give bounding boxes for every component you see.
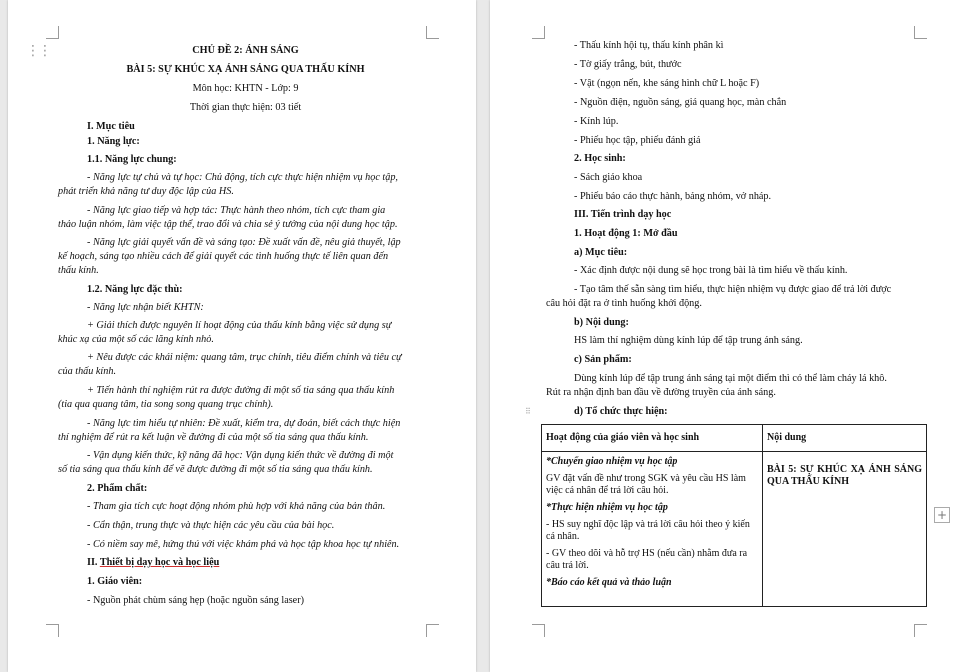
paragraph-line: - Xác định được nội dung sẽ học trong bài là tìm hiểu về thấu kính.	[574, 265, 848, 276]
paragraph-line: + Tiến hành thí nghiệm rút ra được đường đi một số tia sáng qua thấu kính	[87, 385, 395, 396]
paragraph-line: - Nguồn điện, nguồn sáng, giá quang học, màn chắn	[574, 97, 787, 108]
paragraph-line: - Phiếu báo cáo thực hành, bảng nhóm, vở nháp.	[574, 191, 772, 202]
paragraph-line: Rút ra nhận định ban đầu về đường truyền của ánh sáng.	[546, 387, 776, 398]
cell-text: - GV theo dõi và hỗ trợ HS (nếu cần) nhằm đưa ra câu trả lời.	[546, 548, 748, 571]
paragraph-line: - Kính lúp.	[574, 116, 619, 127]
step-heading: *Thực hiện nhiệm vụ học tập	[546, 502, 668, 513]
paragraph-line: - Năng lực tự chủ và tự học: Chủ động, tích cực thực hiện nhiệm vụ học tập,	[87, 172, 398, 183]
heading	[87, 557, 219, 570]
paragraph-line: phát triển khả năng tư duy độc lập của HS.	[58, 186, 234, 197]
table-header: Nội dung	[763, 425, 927, 452]
heading: 1. Hoạt động 1: Mở đầu	[574, 228, 678, 239]
crop-mark	[426, 624, 439, 637]
cell-text: GV đặt vấn đề như trong SGK và yêu cầu HS làm việc cá nhân để trả lời câu hỏi.	[546, 473, 746, 496]
paragraph-line: - Cẩn thận, trung thực và thực hiện các yêu cầu của bài học.	[87, 520, 335, 531]
table-header: Hoạt động của giáo viên và học sinh	[542, 425, 763, 452]
paragraph-line: - Sách giáo khoa	[574, 172, 643, 183]
table-cell[interactable]	[542, 452, 763, 607]
document-page-1	[8, 0, 476, 672]
paragraph-line: của thấu kính.	[58, 366, 117, 377]
cell-text: - HS suy nghĩ độc lập và trả lời câu hỏi theo ý kiến cá nhân.	[546, 519, 750, 542]
heading-number: II.	[87, 557, 100, 568]
step-heading: *Chuyển giao nhiệm vụ học tập	[546, 456, 678, 467]
paragraph-line: thảo luận nhóm, làm việc tập thể, trao đổi và chia sẻ ý tưởng của nội dung học tập.	[58, 219, 398, 230]
heading: 2. Phẩm chất:	[87, 483, 148, 494]
lesson-title: BÀI 5: SỰ KHÚC XẠ ÁNH SÁNG QUA THẤU KÍNH	[126, 64, 365, 75]
step-heading: *Báo cáo kết quả và thảo luận	[546, 577, 672, 588]
paragraph-line: - Tờ giấy trắng, bút, thước	[574, 59, 682, 70]
crop-mark	[914, 624, 927, 637]
paragraph-line: - Phiếu học tập, phiếu đánh giá	[574, 135, 701, 146]
paragraph-line: - Năng lực giải quyết vấn đề và sáng tạo: Đề xuất vấn đề, nêu giả thuyết, lập	[87, 237, 401, 248]
document-page-2	[490, 0, 964, 672]
paragraph-line: - Thấu kính hội tụ, thấu kính phân kì	[574, 40, 724, 51]
paragraph-line: - Vận dụng kiến thức, kỹ năng đã học: Vận dụng kiến thức về đường đi một	[87, 450, 394, 461]
paragraph-line: - Năng lực giao tiếp và hợp tác: Thực hành theo nhóm, tích cực tham gia	[87, 205, 386, 216]
topic-title: CHỦ ĐỀ 2: ÁNH SÁNG	[192, 45, 299, 56]
paragraph-line: thí nghiệm để rút ra kết luận về đường đi của một số tia sáng qua thấu kính.	[58, 432, 369, 443]
time-line: Thời gian thực hiện: 03 tiết	[189, 102, 302, 113]
drag-handle-icon[interactable]: ⋮⋮	[26, 43, 50, 59]
paragraph-line: - Năng lực tìm hiểu tự nhiên: Đề xuất, kiểm tra, dự đoán, biết cách thực hiện	[87, 418, 401, 429]
heading: 2. Học sinh:	[574, 153, 626, 164]
paragraph-line: - Năng lực nhận biết KHTN:	[87, 302, 204, 313]
heading: c) Sản phẩm:	[574, 354, 632, 365]
paragraph-line: (tia qua quang tâm, tia song song quang trục chính).	[58, 399, 274, 410]
crop-mark	[532, 26, 545, 39]
paragraph-line: thấu kính.	[58, 265, 99, 276]
crop-mark	[46, 26, 59, 39]
paragraph-line: + Giải thích được nguyên lí hoạt động của thấu kính bằng việc sử dụng sự	[87, 320, 392, 331]
heading: 1.2. Năng lực đặc thù:	[87, 284, 183, 295]
heading: d) Tổ chức thực hiện:	[574, 406, 668, 417]
table-cell[interactable]	[763, 452, 927, 607]
subject-line: Môn học: KHTN - Lớp: 9	[192, 83, 299, 94]
heading: III. Tiến trình dạy học	[574, 209, 672, 220]
paragraph-line: - Có niềm say mê, hứng thú với việc khám phá và học tập khoa học tự nhiên.	[87, 539, 400, 550]
paragraph-line: - Nguồn phát chùm sáng hẹp (hoặc nguồn sáng laser)	[87, 595, 304, 606]
crop-mark	[532, 624, 545, 637]
paragraph-line: số tia sáng qua thấu kính để vẽ được đường đi một số tia sáng qua thấu kính.	[58, 464, 373, 475]
paragraph-line: kế hoạch, sáng tạo nhiều cách để giải quyết các tình huống thực tế liên quan đến	[58, 251, 389, 262]
table-move-icon[interactable]: ⠿	[525, 407, 531, 416]
content-title: BÀI 5: SỰ KHÚC XẠ ÁNH SÁNG QUA THẤU KÍNH	[767, 464, 922, 487]
heading-text: Thiết bị dạy học và học liệu	[99, 557, 220, 568]
heading: 1. Giáo viên:	[87, 576, 143, 587]
activity-table	[541, 424, 927, 607]
paragraph-line: HS làm thí nghiệm dùng kính lúp để tập trung ánh sáng.	[574, 335, 803, 346]
paragraph-line: Dùng kính lúp để tập trung ánh sáng tại một điểm thì có thể làm cháy lá khô.	[574, 373, 887, 384]
paragraph-line: - Tạo tâm thế sẵn sàng tìm hiểu, thực hiện nhiệm vụ được giao để trả lời được	[574, 284, 892, 295]
heading: I. Mục tiêu	[87, 121, 135, 132]
paragraph-line: + Nêu được các khái niệm: quang tâm, trục chính, tiêu điểm chính và tiêu cự	[87, 352, 402, 363]
heading: a) Mục tiêu:	[574, 247, 628, 258]
crop-mark	[426, 26, 439, 39]
crop-mark	[46, 624, 59, 637]
heading: 1.1. Năng lực chung:	[87, 154, 177, 165]
heading: b) Nội dung:	[574, 317, 629, 328]
heading: 1. Năng lực:	[87, 136, 140, 147]
crop-mark	[914, 26, 927, 39]
paragraph-line: - Tham gia tích cực hoạt động nhóm phù hợp với khả năng của bản thân.	[87, 501, 386, 512]
paragraph-line: câu hỏi đặt ra ở tình huống khởi động.	[546, 298, 702, 309]
paragraph-line: khúc xạ của một số các lăng kính nhỏ.	[58, 334, 214, 345]
add-column-icon[interactable]: +	[934, 507, 950, 523]
paragraph-line: - Vật (ngọn nến, khe sáng hình chữ L hoặc F)	[574, 78, 760, 89]
